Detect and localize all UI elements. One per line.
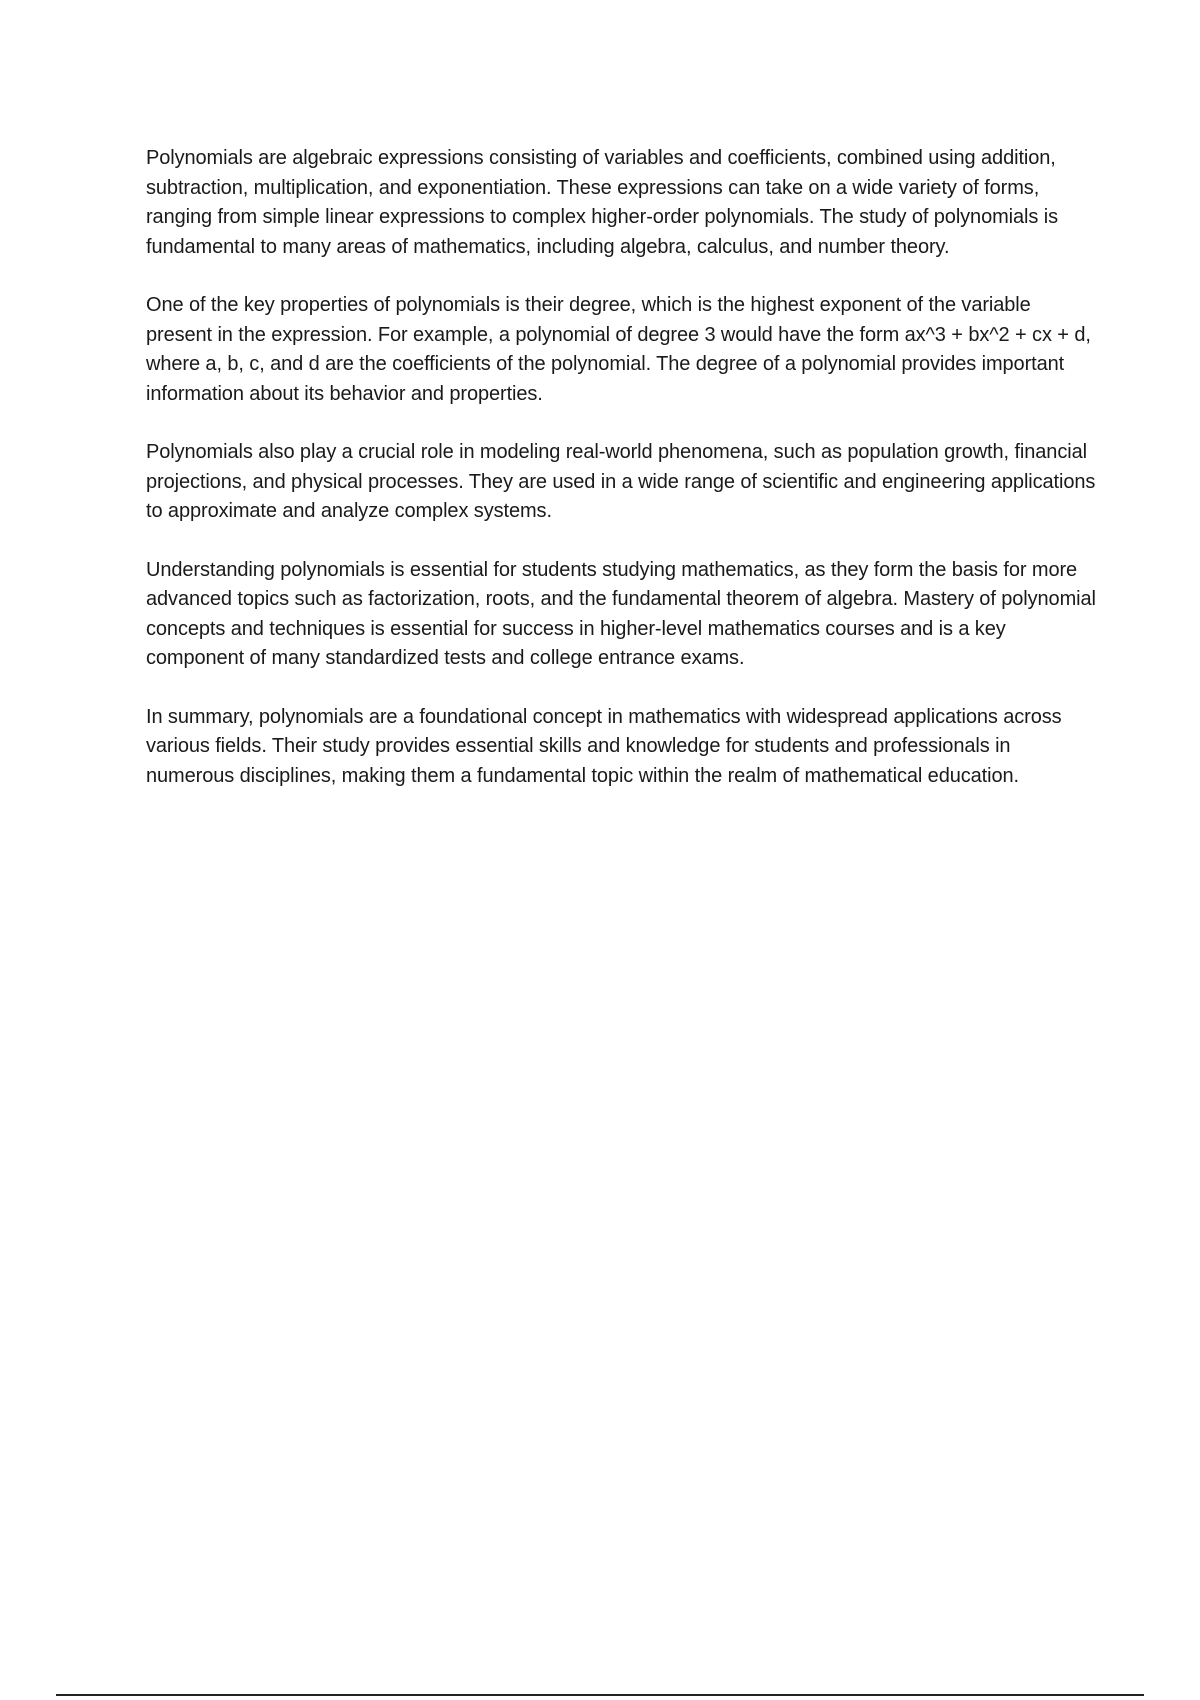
paragraph-degree: One of the key properties of polynomials is their degree, which is the highest exponent of the variable present in the expression. For example, a polynomial of degree 3 would have the form ax^3 + bx^2 + cx + d, where a, b, c, and d are the coefficients of the polynomial. The degree of a polynomial provides important information about its behavior and properties. <box>146 294 1091 405</box>
footer-divider <box>56 1694 1144 1696</box>
paragraph-intro: Polynomials are algebraic expressions consisting of variables and coefficients, combined using addition, subtraction, multiplication, and exponentiation. These expressions can take on a wide variety of forms, ranging from simple linear expressions to complex higher-order polynomials. The study of polynomials is fundamental to many areas of mathematics, including algebra, calculus, and number theory. <box>146 147 1058 258</box>
paragraph-applications: Polynomials also play a crucial role in modeling real-world phenomena, such as population growth, financial projections, and physical processes. They are used in a wide range of scientific and engineering applications to approximate and analyze complex systems. <box>146 441 1096 522</box>
paragraph-summary: In summary, polynomials are a foundational concept in mathematics with widespread applications across various fields. Their study provides essential skills and knowledge for students and professionals in numerous disciplines, making them a fundamental topic within the realm of mathematical education. <box>146 705 1062 787</box>
document-body <box>146 144 1096 820</box>
paragraph-education: Understanding polynomials is essential for students studying mathematics, as they form the basis for more advanced topics such as factorization, roots, and the fundamental theorem of algebra. Mastery of polynomial concepts and techniques is essential for success in higher-level mathematics courses and is a key component of many standardized tests and college entrance exams. <box>146 558 1096 669</box>
